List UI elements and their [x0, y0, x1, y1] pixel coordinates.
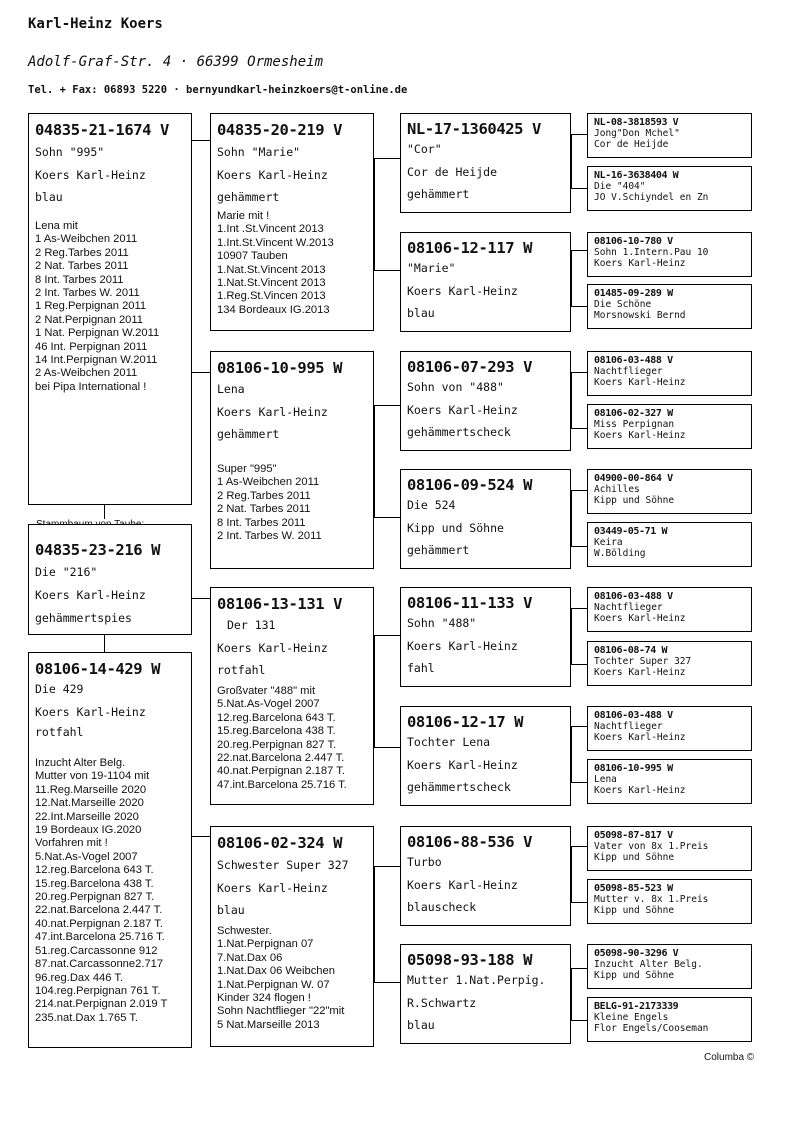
breeder: W.Bölding: [594, 548, 646, 559]
breeder: Koers Karl-Heinz: [35, 705, 146, 719]
performance-line: Schwester.: [217, 925, 272, 937]
ring-number: 08106-03-488 V: [594, 710, 673, 721]
bird-name: Nachtflieger: [594, 366, 663, 377]
breeder: JO V.Schiyndel en Zn: [594, 192, 709, 203]
performance-line: Großvater "488" mit: [217, 685, 316, 697]
performance-line: 1 As-Weibchen 2011: [217, 476, 320, 489]
performance-line: 1.Nat.Perpignan 07: [217, 938, 314, 951]
ancestor-card-gen3[interactable]: [400, 113, 571, 213]
breeder: Koers Karl-Heinz: [594, 667, 686, 678]
bird-name: Vater von 8x 1.Preis: [594, 841, 709, 852]
ring-number: 08106-02-324 W: [217, 834, 343, 852]
performance-line: Inzucht Alter Belg.: [35, 757, 126, 769]
bird-name: Lena: [594, 774, 617, 785]
breeder: Koers Karl-Heinz: [594, 258, 686, 269]
performance-line: Lena mit: [35, 220, 78, 232]
bird-name: Miss Perpignan: [594, 419, 675, 430]
breeder: Kipp und Söhne: [407, 521, 504, 535]
breeder: Koers Karl-Heinz: [217, 641, 328, 655]
color: rotfahl: [35, 725, 84, 739]
performance-line: Marie mit !: [217, 210, 270, 222]
bird-name: Kleine Engels: [594, 1012, 669, 1023]
ring-number: 08106-12-117 W: [407, 239, 533, 257]
breeder: Koers Karl-Heinz: [35, 588, 146, 602]
performance-line: Super "995": [217, 463, 277, 475]
performance-line: 1.Reg.St.Vincen 2013: [217, 290, 326, 303]
bird-name: Tochter Super 327: [594, 656, 692, 667]
performance-line: 51.reg.Carcassonne 912: [35, 944, 158, 957]
performance-line: 20.reg.Perpignan 827 T.: [217, 738, 337, 751]
color: fahl: [407, 661, 435, 675]
ring-number: 04835-20-219 V: [217, 121, 343, 139]
performance-list: [217, 463, 367, 543]
breeder: Kipp und Söhne: [594, 495, 675, 506]
bird-name: Tochter Lena: [407, 735, 491, 749]
ancestor-card-gen3[interactable]: [400, 351, 571, 451]
owner-contact: Tel. + Fax: 06893 5220 · bernyundkarl-heinzkoers@t-online.de: [28, 84, 408, 96]
performance-line: 11.Reg.Marseille 2020: [35, 783, 147, 796]
performance-line: 10907 Tauben: [217, 250, 288, 263]
ring-number: NL-08-3818593 V: [594, 117, 679, 128]
sire-sire-card[interactable]: [210, 113, 374, 331]
breeder: Koers Karl-Heinz: [217, 881, 328, 895]
breeder: Koers Karl-Heinz: [35, 168, 146, 182]
performance-line: 235.nat.Dax 1.765 T.: [35, 1011, 139, 1024]
performance-list: [217, 210, 367, 317]
ring-number: 08106-88-536 V: [407, 833, 533, 851]
ring-number: 04835-21-1674 V: [35, 121, 169, 139]
performance-line: 2 Int. Tarbes W. 2011: [217, 530, 322, 543]
performance-line: 1.Nat.St.Vincent 2013: [217, 277, 326, 290]
bird-name: Sohn "488": [407, 616, 477, 630]
performance-line: 15.reg.Barcelona 438 T.: [35, 877, 154, 890]
ring-number: 08106-10-780 V: [594, 236, 673, 247]
breeder: R.Schwartz: [407, 996, 477, 1010]
performance-line: 1 Reg.Perpignan 2011: [35, 300, 147, 313]
bird-name: Der 131: [227, 618, 276, 632]
breeder: Koers Karl-Heinz: [217, 405, 328, 419]
ancestor-card-gen4[interactable]: [587, 232, 752, 277]
performance-line: 22.Int.Marseille 2020: [35, 810, 139, 823]
dam-card[interactable]: [28, 652, 192, 1048]
dam-sire-card[interactable]: [210, 587, 374, 805]
sire-dam-card[interactable]: [210, 351, 374, 569]
ancestor-card-gen4[interactable]: [587, 759, 752, 804]
footer-credit: Columba ©: [704, 1052, 755, 1063]
bird-name: Nachtflieger: [594, 721, 663, 732]
performance-line: 1 Nat. Perpignan W.2011: [35, 327, 160, 340]
bird-name: Mutter v. 8x 1.Preis: [594, 894, 709, 905]
breeder: Koers Karl-Heinz: [594, 613, 686, 624]
breeder: Koers Karl-Heinz: [594, 430, 686, 441]
ring-number: 08106-07-293 V: [407, 358, 533, 376]
ancestor-card-gen4[interactable]: [587, 113, 752, 158]
breeder: Cor de Heijde: [407, 165, 498, 179]
performance-line: 22.nat.Barcelona 2.447 T.: [217, 752, 345, 765]
performance-list: [35, 220, 185, 394]
bird-name: Achilles: [594, 484, 640, 495]
performance-line: 14 Int.Perpignan W.2011: [35, 354, 158, 367]
ancestor-card-gen4[interactable]: [587, 706, 752, 751]
bird-name: Schwester Super 327: [217, 858, 349, 872]
bird-name: Sohn "995": [35, 145, 105, 159]
ring-number: 04835-23-216 W: [35, 541, 161, 559]
ancestor-card-gen4[interactable]: [587, 522, 752, 567]
bird-name: Mutter 1.Nat.Perpig.: [407, 973, 546, 987]
performance-list: [217, 685, 367, 792]
performance-line: 104.reg.Perpignan 761 T.: [35, 984, 161, 997]
ancestor-card-gen3[interactable]: [400, 706, 571, 806]
ancestor-card-gen3[interactable]: [400, 469, 571, 569]
performance-line: 2 As-Weibchen 2011: [35, 367, 138, 380]
sire-card[interactable]: [28, 113, 192, 505]
performance-line: 134 Bordeaux IG.2013: [217, 303, 330, 316]
owner-address: Adolf-Graf-Str. 4 · 66399 Ormesheim: [28, 54, 324, 70]
color: gehämmert: [217, 427, 280, 441]
ancestor-card-gen4[interactable]: [587, 351, 752, 396]
ancestor-card-gen4[interactable]: [587, 997, 752, 1042]
ring-number: 08106-02-327 W: [594, 408, 673, 419]
bird-name: Jong"Don Mchel": [594, 128, 680, 139]
performance-line: bei Pipa International !: [35, 380, 147, 393]
ancestor-card-gen4[interactable]: [587, 944, 752, 989]
breeder: Koers Karl-Heinz: [407, 758, 518, 772]
ring-number: 08106-03-488 V: [594, 355, 673, 366]
performance-list: [35, 757, 185, 1025]
breeder: Cor de Heijde: [594, 139, 669, 150]
ring-number: BELG-91-2173339: [594, 1001, 679, 1012]
ring-number: 08106-09-524 W: [407, 476, 533, 494]
bird-name: Die Schöne: [594, 299, 652, 310]
performance-line: 5 Nat.Marseille 2013: [217, 1018, 320, 1031]
ancestor-card-gen4[interactable]: [587, 469, 752, 514]
performance-list: [217, 925, 367, 1032]
color: blau: [407, 306, 435, 320]
ring-number: NL-16-3638404 W: [594, 170, 679, 181]
bird-name: Sohn 1.Intern.Pau 10: [594, 247, 709, 258]
dam-dam-card[interactable]: [210, 826, 374, 1047]
bird-name: Inzucht Alter Belg.: [594, 959, 703, 970]
color: gehämmertscheck: [407, 425, 511, 439]
owner-name: Karl-Heinz Koers: [28, 16, 163, 32]
ring-number: 05098-90-3296 V: [594, 948, 679, 959]
bird-name: Die "216": [35, 565, 98, 579]
bird-name: Keira: [594, 537, 623, 548]
performance-line: 8 Int. Tarbes 2011: [217, 516, 306, 529]
performance-line: 2 Int. Tarbes W. 2011: [35, 287, 140, 300]
performance-line: 214.nat.Perpignan 2.019 T: [35, 998, 168, 1011]
ring-number: 08106-10-995 W: [217, 359, 343, 377]
color: blauscheck: [407, 900, 477, 914]
color: gehämmertspies: [35, 611, 132, 625]
bird-name: Nachtflieger: [594, 602, 663, 613]
breeder: Koers Karl-Heinz: [407, 284, 518, 298]
ring-number: 08106-14-429 W: [35, 660, 161, 678]
performance-line: 1.Nat.Perpignan W. 07: [217, 978, 330, 991]
main-bird-card[interactable]: [28, 524, 192, 635]
breeder: Koers Karl-Heinz: [407, 403, 518, 417]
breeder: Koers Karl-Heinz: [594, 732, 686, 743]
performance-line: 1.Int .St.Vincent 2013: [217, 223, 324, 236]
color: blau: [407, 1018, 435, 1032]
performance-line: 47.int.Barcelona 25.716 T.: [35, 931, 165, 944]
performance-line: 8 Int. Tarbes 2011: [35, 273, 124, 286]
performance-line: 22.nat.Barcelona 2.447 T.: [35, 904, 163, 917]
ancestor-card-gen3[interactable]: [400, 587, 571, 687]
performance-line: 20.reg.Perpignan 827 T.: [35, 891, 155, 904]
ring-number: 04900-00-864 V: [594, 473, 673, 484]
ancestor-card-gen4[interactable]: [587, 587, 752, 632]
bird-name: Die "404": [594, 181, 646, 192]
breeder: Koers Karl-Heinz: [217, 168, 328, 182]
performance-line: 40.nat.Perpignan 2.187 T.: [35, 917, 163, 930]
ring-number: 08106-08-74 W: [594, 645, 668, 656]
bird-name: "Cor": [407, 142, 442, 156]
color: gehämmert: [217, 190, 280, 204]
breeder: Kipp und Söhne: [594, 970, 675, 981]
ring-number: 08106-10-995 W: [594, 763, 673, 774]
breeder: Morsnowski Bernd: [594, 310, 686, 321]
performance-line: 46 Int. Perpignan 2011: [35, 340, 148, 353]
bird-name: Die 524: [407, 498, 456, 512]
performance-line: 2 Reg.Tarbes 2011: [35, 246, 129, 259]
ancestor-card-gen4[interactable]: [587, 404, 752, 449]
breeder: Koers Karl-Heinz: [407, 639, 518, 653]
ring-number: 08106-13-131 V: [217, 595, 343, 613]
ring-number: NL-17-1360425 V: [407, 120, 541, 138]
ancestor-card-gen4[interactable]: [587, 166, 752, 211]
ring-number: 08106-12-17 W: [407, 713, 524, 731]
ancestor-card-gen3[interactable]: [400, 232, 571, 332]
performance-line: 1.Int.St.Vincent W.2013: [217, 236, 334, 249]
ancestor-card-gen4[interactable]: [587, 284, 752, 329]
bird-name: Die 429: [35, 682, 84, 696]
bird-name: Sohn von "488": [407, 380, 504, 394]
performance-line: 5.Nat.As-Vogel 2007: [217, 698, 320, 711]
performance-line: 47.int.Barcelona 25.716 T.: [217, 778, 347, 791]
ancestor-card-gen4[interactable]: [587, 879, 752, 924]
breeder: Kipp und Söhne: [594, 852, 675, 863]
performance-line: 1 As-Weibchen 2011: [35, 233, 138, 246]
performance-line: 5.Nat.As-Vogel 2007: [35, 850, 138, 863]
performance-line: Vorfahren mit !: [35, 837, 108, 850]
breeder: Kipp und Söhne: [594, 905, 675, 916]
color: gehämmert: [407, 543, 470, 557]
ring-number: 08106-11-133 V: [407, 594, 533, 612]
performance-line: 2 Nat. Tarbes 2011: [217, 503, 311, 516]
bird-name: Lena: [217, 382, 245, 396]
bird-name: "Marie": [407, 261, 456, 275]
bird-name: Sohn "Marie": [217, 145, 301, 159]
breeder: Koers Karl-Heinz: [407, 878, 518, 892]
color: gehämmert: [407, 187, 470, 201]
color: blau: [35, 190, 63, 204]
ring-number: 01485-09-289 W: [594, 288, 673, 299]
ancestor-card-gen4[interactable]: [587, 641, 752, 686]
performance-line: 2 Reg.Tarbes 2011: [217, 489, 311, 502]
ancestor-card-gen3[interactable]: [400, 944, 571, 1044]
breeder: Flor Engels/Cooseman: [594, 1023, 709, 1034]
performance-line: 15.reg.Barcelona 438 T.: [217, 725, 336, 738]
performance-line: Mutter von 19-1104 mit: [35, 770, 150, 783]
performance-line: 19 Bordeaux IG.2020: [35, 824, 142, 837]
performance-line: 1.Nat.Dax 06 Weibchen: [217, 965, 335, 978]
performance-line: 12.reg.Barcelona 643 T.: [35, 864, 154, 877]
ring-number: 08106-03-488 V: [594, 591, 673, 602]
breeder: Koers Karl-Heinz: [594, 785, 686, 796]
ancestor-card-gen3[interactable]: [400, 826, 571, 926]
performance-line: Sohn Nachtflieger "22"mit: [217, 1005, 345, 1018]
performance-line: Kinder 324 flogen !: [217, 992, 311, 1005]
color: blau: [217, 903, 245, 917]
performance-line: 96.reg.Dax 446 T.: [35, 971, 124, 984]
performance-line: 2 Nat.Perpignan 2011: [35, 313, 144, 326]
performance-line: 2 Nat. Tarbes 2011: [35, 260, 129, 273]
performance-line: 12.Nat.Marseille 2020: [35, 797, 144, 810]
ancestor-card-gen4[interactable]: [587, 826, 752, 871]
performance-line: 12.reg.Barcelona 643 T.: [217, 711, 336, 724]
performance-line: 1.Nat.St.Vincent 2013: [217, 263, 326, 276]
ring-number: 05098-85-523 W: [594, 883, 673, 894]
ring-number: 03449-05-71 W: [594, 526, 668, 537]
color: gehämmertscheck: [407, 780, 511, 794]
color: rotfahl: [217, 663, 266, 677]
bird-name: Turbo: [407, 855, 442, 869]
performance-line: 7.Nat.Dax 06: [217, 951, 283, 964]
performance-line: 40.nat.Perpignan 2.187 T.: [217, 765, 345, 778]
ring-number: 05098-93-188 W: [407, 951, 533, 969]
performance-line: 87.nat.Carcassonne2.717: [35, 958, 164, 971]
breeder: Koers Karl-Heinz: [594, 377, 686, 388]
ring-number: 05098-87-817 V: [594, 830, 673, 841]
